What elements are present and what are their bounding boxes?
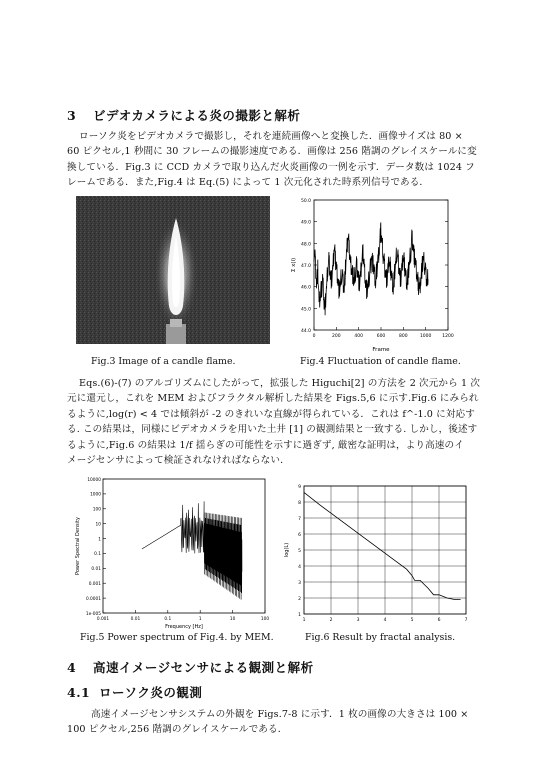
- y-tick-label: 0.0001: [85, 596, 101, 602]
- y-tick-label: 5: [298, 548, 301, 554]
- fractal-analysis-plot: [282, 480, 472, 630]
- x-tick-label: 10: [229, 617, 236, 622]
- x-tick-label: 1: [302, 618, 306, 623]
- para-line: るように,log(r) < 4 では傾斜が -2 のきれいな直線が得られている．これは f^-1.0 に対応す: [67, 408, 475, 420]
- para-line: ローソク炎をビデオカメラで撮影し，それを連続画像へと変換した．画像サイズは 80 ×: [79, 131, 463, 142]
- x-tick-label: 200: [332, 334, 341, 339]
- y-tick-label: 100: [92, 507, 101, 513]
- section-number: 4.1: [67, 685, 91, 700]
- figure-5-chart: [71, 473, 271, 631]
- series-line: [304, 492, 461, 599]
- y-tick-label: 0.01: [91, 567, 101, 573]
- y-tick-label: 1: [98, 537, 101, 543]
- y-tick-label: 0.001: [88, 582, 101, 588]
- x-tick-label: 0.1: [164, 617, 172, 622]
- section-title: ビデオカメラによる炎の撮影と解析: [93, 108, 301, 123]
- x-tick-label: 800: [399, 334, 408, 339]
- x-tick-label: 400: [354, 334, 363, 339]
- y-tick-label: 10: [95, 522, 101, 528]
- x-tick-label: 5: [410, 618, 414, 623]
- x-tick-label: 1000: [419, 334, 432, 339]
- para-line: る. この結果は，同様にビデオカメラを用いた土井 [1] の観測結果と一致する. しかし，後述す: [67, 424, 478, 436]
- x-tick-label: 7: [464, 618, 468, 623]
- figure-6-caption: Fig.6 Result by fractal analysis.: [305, 632, 456, 643]
- series-line: [142, 501, 242, 599]
- y-tick-label: 8: [298, 500, 301, 506]
- section-4-1-paragraph: [67, 707, 485, 738]
- para-line: 60 ピクセル,1 秒間に 30 フレームの撮影速度である．画像は 256 階調のグレイスケールに変: [67, 146, 477, 158]
- para-line: 換している．Fig.3 に CCD カメラで取り込んだ火炎画像の一例を示す．データ数は 1024 フ: [67, 161, 475, 173]
- section-4-heading: [67, 658, 314, 676]
- section-title: 高速イメージセンサによる観測と解析: [93, 660, 314, 675]
- figure-5-caption: Fig.5 Power spectrum of Fig.4. by MEM.: [80, 632, 274, 643]
- y-tick-label: 49.0: [300, 220, 311, 226]
- y-axis-label: log(L): [284, 542, 290, 558]
- x-axis-label: Frequency [Hz]: [165, 624, 203, 630]
- y-tick-label: 0.1: [94, 552, 101, 558]
- y-tick-label: 1: [298, 612, 301, 618]
- x-tick-label: 2: [329, 618, 333, 623]
- para-line: Eqs.(6)-(7) のアルゴリズムにしたがって，拡張した Higuchi[2] の方法を 2 次元から 1 次: [79, 378, 481, 389]
- candle-flame-image: [76, 196, 270, 344]
- fluctuation-plot: [280, 193, 458, 355]
- section-4-1-heading: [67, 683, 202, 701]
- x-tick-label: 6: [437, 618, 441, 623]
- para-line: 高速イメージセンサシステムの外観を Figs.7-8 に示す．1 枚の画像の大きさは 100 ×: [91, 709, 469, 720]
- y-tick-label: 1e-005: [85, 611, 101, 617]
- para-line: 元に還元し，これを MEM およびフラクタル解析した結果を Figs.5,6 に示す.Fig.6 にみられ: [67, 393, 479, 405]
- y-tick-label: 9: [298, 484, 301, 490]
- y-tick-label: 46.0: [300, 285, 311, 291]
- section-number: 3: [67, 108, 77, 123]
- para-line: メージセンサによって検証されなければならない．: [67, 455, 290, 467]
- para-line: レームである．また,Fig.4 は Eq.(5) によって 1 次元化された時系列信号である．: [67, 177, 430, 189]
- y-tick-label: 50.0: [300, 199, 311, 204]
- x-tick-label: 600: [376, 334, 386, 339]
- figure-4-chart: [280, 193, 458, 355]
- y-tick-label: 10000: [87, 477, 101, 483]
- x-tick-label: 1200: [442, 334, 454, 339]
- y-tick-label: 4: [298, 564, 301, 570]
- x-tick-label: 4: [383, 618, 387, 623]
- section-3-heading: [67, 106, 300, 124]
- y-tick-label: 6: [298, 532, 301, 538]
- y-tick-label: 7: [298, 516, 301, 522]
- results-paragraph: [67, 376, 485, 468]
- para-line: 100 ピクセル,256 階調のグレイスケールである．: [67, 724, 288, 736]
- x-tick-label: 0.001: [96, 617, 110, 622]
- figure-3-candle-image: [76, 196, 270, 344]
- section-number: 4: [67, 660, 77, 675]
- y-tick-label: 44.0: [300, 329, 311, 334]
- y-tick-label: 45.0: [300, 307, 311, 313]
- y-axis-label: Power Spectral Density: [75, 517, 81, 575]
- y-tick-label: 3: [298, 580, 301, 586]
- x-tick-label: 1: [198, 617, 202, 622]
- power-spectrum-plot: [71, 473, 271, 631]
- y-tick-label: 48.0: [300, 242, 311, 248]
- x-tick-label: 100: [260, 617, 270, 622]
- x-axis-label: Frame: [372, 347, 390, 353]
- section-3-paragraph: [67, 129, 485, 191]
- x-tick-label: 3: [356, 618, 360, 623]
- section-title: ローソク炎の観測: [99, 685, 203, 700]
- figure-3-caption: Fig.3 Image of a candle flame.: [91, 356, 236, 367]
- x-tick-label: 0: [312, 334, 316, 339]
- figure-4-caption: Fig.4 Fluctuation of candle flame.: [300, 356, 461, 367]
- y-tick-label: 1000: [90, 492, 101, 498]
- series-line: [314, 222, 428, 315]
- y-tick-label: 47.0: [300, 264, 311, 269]
- x-tick-label: 0.01: [130, 617, 141, 622]
- plot-frame: [314, 200, 448, 330]
- figure-6-chart: [282, 480, 472, 630]
- para-line: るように,Fig.6 の結果は 1/f 揺らぎの可能性を示すに過ぎず, 厳密な証明は，より高速のイ: [67, 439, 464, 451]
- y-axis-label: Σ x(i): [291, 257, 297, 273]
- y-tick-label: 2: [298, 596, 301, 602]
